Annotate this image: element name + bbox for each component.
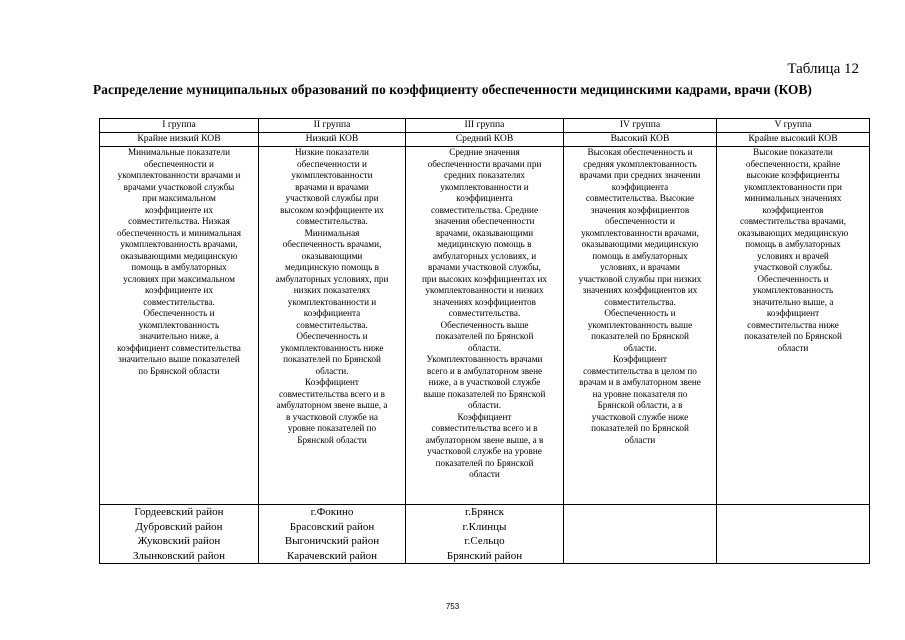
group-header-row xyxy=(100,119,870,133)
district-list xyxy=(260,505,404,563)
distribution-table xyxy=(99,118,870,564)
district-list-cell xyxy=(259,505,406,564)
district-name: г.Клинцы xyxy=(462,520,507,533)
level-label: Низкий КОВ xyxy=(259,133,406,147)
district-list-cell xyxy=(100,505,259,564)
district-name: Дубровский район xyxy=(135,520,223,533)
table-title: Распределение муниципальных образований по коэффициенту обеспеченности медицинскими кадрами, врачи (КОВ) xyxy=(93,82,812,97)
group-header: III группа xyxy=(406,119,564,133)
district-list xyxy=(407,505,562,563)
group-description: Высокие показатели обеспеченности, крайне высокие коэффициенты укомплектованности при минимальных значениях коэффициентов совместительства врачами, оказывающих медицинскую помощь в амбулаторных условиях и врачей участковой службы. Обеспеченность и укомплектованность значительно выше, а коэффициент совместительства ниже показателей по Брянской области xyxy=(737,147,849,353)
group-header: IV группа xyxy=(564,119,717,133)
level-label: Крайне низкий КОВ xyxy=(100,133,259,147)
level-label: Высокий КОВ xyxy=(564,133,717,147)
district-list xyxy=(101,505,257,563)
district-name: г.Фокино xyxy=(310,506,354,518)
group-description-cell xyxy=(259,147,406,505)
district-name: Брянский район xyxy=(446,549,523,562)
group-description: Низкие показатели обеспеченности и укомплектованности врачами и врачами участковой службы при высоком коэффициенте их совместительства. Минимальная обеспеченность врачами, оказывающими медицинскую помощь в амбулаторных условиях, при низких показателях укомплектованности и коэффициента совместительства. Обеспеченность и укомплектованность ниже показателей по Брянской области. Коэффициент совместительства всего и в амбулаторном звене выше, а в участковой службе на уровне показателей по Брянской области xyxy=(275,147,389,445)
district-list-cell xyxy=(564,505,717,564)
description-row xyxy=(100,147,870,505)
group-description: Средние значения обеспеченности врачами при средних показателях укомплектованности и коэффициента совместительства. Средние значения обеспеченности врачами, оказывающими медицинскую помощь в амбулаторных условиях, и врачами участковой службы, при высоких коэффициентах их укомплектованности и низких значениях коэффициентов совместительства. Обеспеченность выше показателей по Брянской области. Укомплектованность врачами всего и в амбулаторном звене ниже, а в участковой службе выше показателей по Брянской области. Коэффициент совместительства всего и в амбулаторном звене выше, а в участковой службе на уровне показателей по Брянской области xyxy=(422,147,547,479)
group-header: II группа xyxy=(259,119,406,133)
district-list-cell xyxy=(406,505,564,564)
district-name: г.Брянск xyxy=(464,506,504,518)
group-description: Минимальные показатели обеспеченности и укомплектованности врачами и врачами участковой службы при максимальном коэффициенте их совместительства. Низкая обеспеченность и минимальная укомплектованность врачами, оказывающими медицинскую помощь в амбулаторных условиях при максимальном коэффициенте их совместительства. Обеспеченность и укомплектованность значительно ниже, а коэффициент совместительства значительно выше показателей по Брянской области xyxy=(117,147,241,376)
district-name: Карачевский район xyxy=(287,549,377,562)
level-label: Средний КОВ xyxy=(406,133,564,147)
table-label: Таблица 12 xyxy=(787,61,859,77)
group-header: V группа xyxy=(717,119,870,133)
level-row xyxy=(100,133,870,147)
page-number: 753 xyxy=(445,602,460,611)
district-name: Гордеевский район xyxy=(134,506,224,518)
group-description: Высокая обеспеченность и средняя укомплектованность врачами при средних значении коэффициента совместительства. Высокие значения коэффициентов обеспеченности и укомплектованности врачами, оказывающими медицинскую помощь в амбулаторных условиях, и врачами участковой службы при низких значениях коэффициентов их совместительства. Обеспеченность и укомплектованность выше показателей по Брянской области. Коэффициент совместительства в целом по врачам и в амбулаторном звене на уровне показателя по Брянской области, а в участковой службе ниже показателей по Брянской области xyxy=(578,147,702,445)
level-label: Крайне высокий КОВ xyxy=(717,133,870,147)
district-name: г.Сельцо xyxy=(464,535,505,548)
group-description-cell xyxy=(717,147,870,505)
group-description-cell xyxy=(100,147,259,505)
district-name: Брасовский район xyxy=(289,520,375,533)
district-name: Выгоничский район xyxy=(284,535,380,548)
group-header: I группа xyxy=(100,119,259,133)
district-name: Злынковский район xyxy=(133,549,225,562)
district-name: Жуковский район xyxy=(137,535,221,548)
districts-row xyxy=(100,505,870,564)
group-description-cell xyxy=(564,147,717,505)
group-description-cell xyxy=(406,147,564,505)
district-list-cell xyxy=(717,505,870,564)
